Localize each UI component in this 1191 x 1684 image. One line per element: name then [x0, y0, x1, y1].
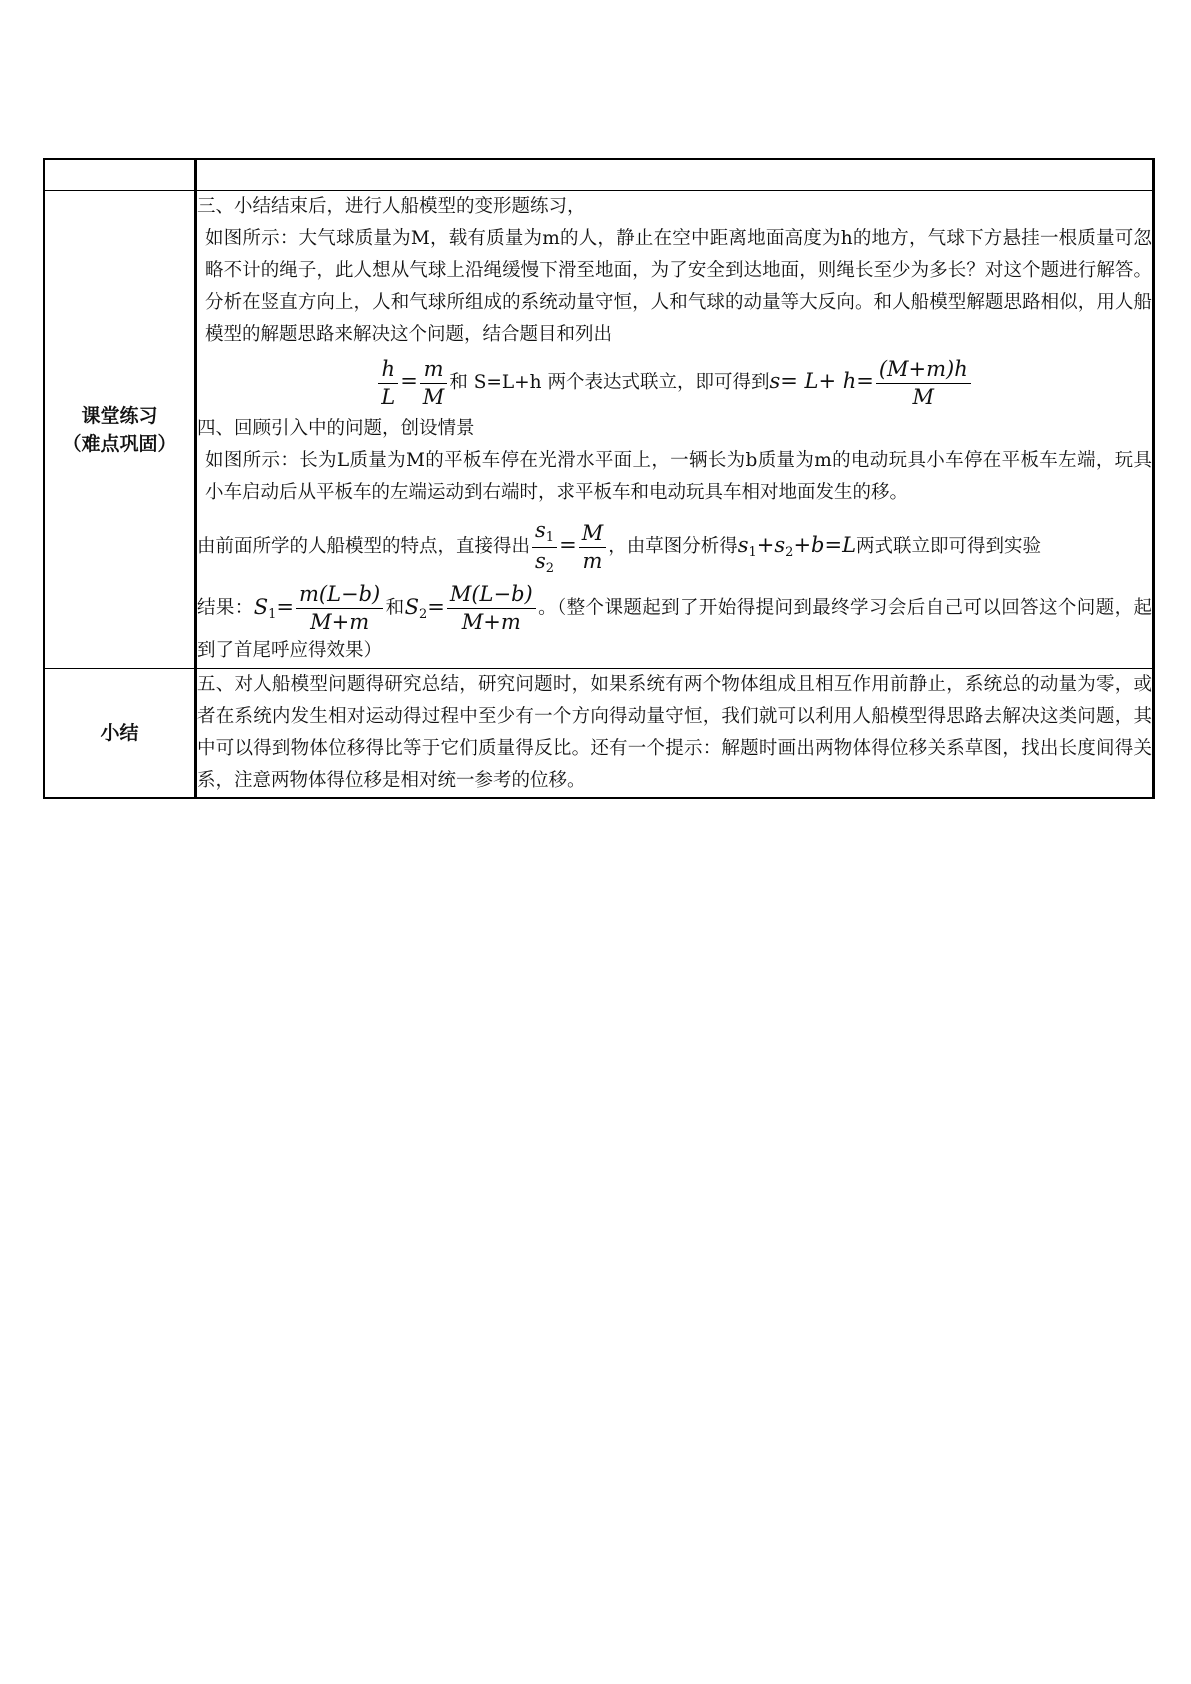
summary-label: 小结	[100, 722, 139, 744]
summary-text: 五、对人船模型问题得研究总结，研究问题时，如果系统有两个物体组成且相互作用前静止，系统总的动量为零，或者在系统内发生相对运动得过程中至少有一个方向得动量守恒，我们就可以利用人船模型得思路去解决这类问题，其中可以得到物体位移得比等于它们质量得反比。还有一个提示：解题时画出两物体得位移关系草图，找出长度间得关系，注意两物体得位移是相对统一参考的位移。	[197, 674, 1152, 791]
balloon-formula-text: 和 S=L+h 两个表达式联立，即可得到	[449, 372, 770, 393]
balloon-problem-text: 如图所示：大气球质量为M，载有质量为m的人，静止在空中距离地面高度为h的地方，气球下方悬挂一根质量可忽略不计的绳子，此人想从气球上沿绳缓慢下滑至地面，为了安全到达地面，则绳长至少为多长？对这个题进行解答。分析在竖直方向上，人和气球所组成的系统动量守恒，人和气球的动量等大反向。和人船模型解题思路相似，用人船模型的解题思路来解决这个问题，结合题目和列出	[205, 228, 1152, 345]
fraction-S1: $\frac{m(L-b)}{M+m}$	[296, 583, 383, 634]
empty-label-cell	[44, 159, 196, 191]
fraction-h-over-L: $\frac{h}{L}$	[378, 358, 398, 409]
lesson-table	[43, 158, 1155, 799]
rope-length-lhs: s= L+ h=	[769, 369, 874, 393]
fraction-s1-over-s2: $\frac{s_1}{s_2}$	[532, 519, 557, 576]
table-row-practice	[44, 191, 1154, 669]
practice-label-cell	[44, 191, 196, 669]
practice-content-cell	[196, 191, 1154, 669]
fraction-M-over-m: $\frac{M}{m}$	[579, 522, 607, 573]
rope-length-fraction: $\frac{(M+m)h}{M}$	[876, 358, 971, 409]
summary-content-cell	[196, 669, 1154, 799]
section-four-heading: 四、回顾引入中的问题，创设情景	[197, 418, 475, 439]
summary-label-cell	[44, 669, 196, 799]
practice-sublabel: （难点巩固）	[62, 432, 177, 455]
fraction-S2: $\frac{M(L-b)}{M+m}$	[447, 583, 536, 634]
section-three-heading: 三、小结结束后，进行人船模型的变形题练习，	[197, 196, 586, 217]
result-S2: $S_2=$	[404, 594, 445, 622]
practice-label: 课堂练习	[81, 404, 158, 427]
cart-derivation-line: 由前面所学的人船模型的特点，直接得出 $\frac{s_1}{s_2}$ = $\frac{M}{m}$ ，由草图分析得$s_1+s_2+b=L$两式联立即可得到实验	[197, 517, 1042, 576]
cart-problem-text: 如图所示：长为L质量为M的平板车停在光滑水平面上，一辆长为b质量为m的电动玩具小车停在平板车左端，玩具小车启动后从平板车的左端运动到右端时，求平板车和电动玩具车相对地面发生的移。	[205, 450, 1152, 503]
result-S1: $S_1=$	[253, 594, 294, 622]
displacement-sum-equation: $s_1+s_2+b=L$	[737, 533, 857, 560]
fraction-m-over-M: $\frac{m}{M}$	[420, 358, 448, 409]
cart-result-line: 结果：$S_1=$ $\frac{m(L-b)}{M+m}$ 和$S_2=$ $\frac{M(L-b)}{M+m}$ 。（整个课题起到了开始得提问到最终学习会后自己可以回答这个问题，起到了首尾呼应得效果）	[197, 582, 1152, 661]
empty-content-cell	[196, 159, 1154, 191]
table-row-empty	[44, 159, 1154, 191]
table-row-summary	[44, 669, 1154, 799]
balloon-formula-line: $\frac{h}{L}$ = $\frac{m}{M}$ 和 S=L+h 两个表达式联立，即可得到s= L+ h= $\frac{(M+m)h}{M}$	[197, 351, 1152, 413]
